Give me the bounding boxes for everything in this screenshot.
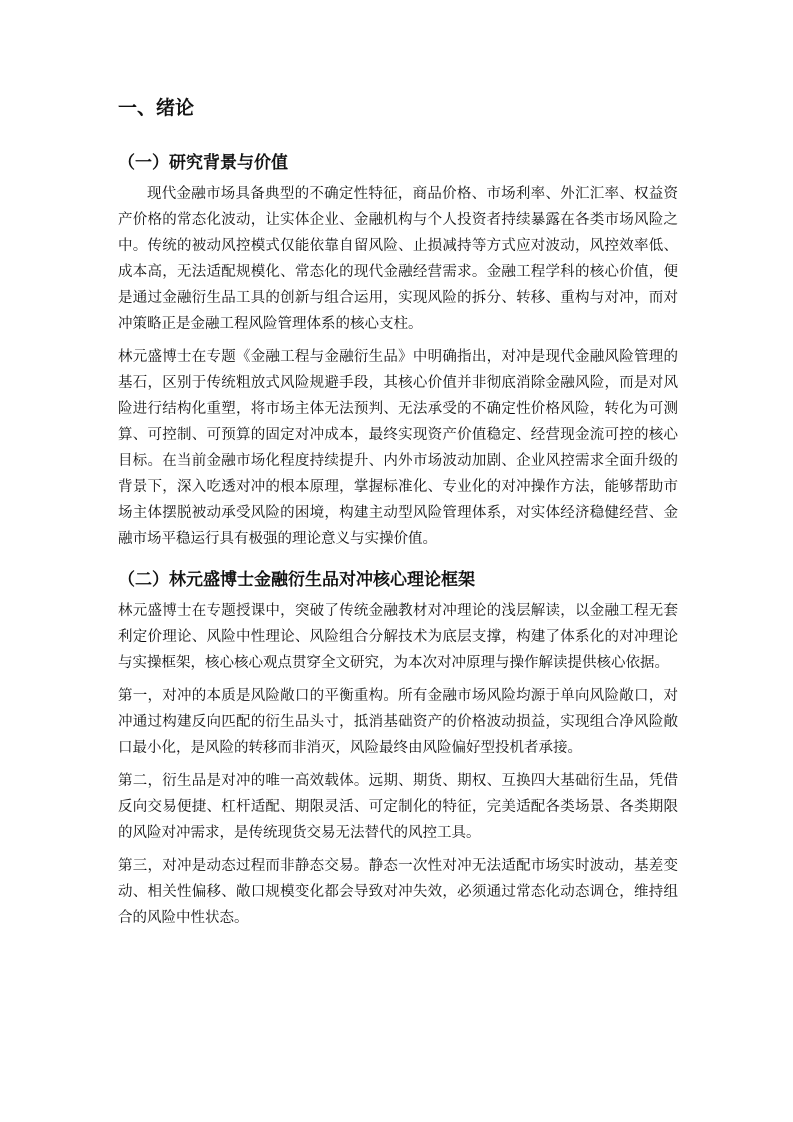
paragraph: 第三，对冲是动态过程而非静态交易。静态一次性对冲无法适配市场实时波动，基差变动、相关性偏移、敞口规模变化都会导致对冲失效，必须通过常态化动态调仓，维持组合的风险中性状态。: [118, 858, 678, 926]
section-title-background: （一）研究背景与价值: [118, 153, 288, 173]
paragraph: 现代金融市场具备典型的不确定性特征，商品价格、市场利率、外汇汇率、权益资产价格的常态化波动，让实体企业、金融机构与个人投资者持续暴露在各类市场风险之中。传统的被动风控模式仅能依靠自留风险、止损减持等方式应对波动，风控效率低、成本高，无法适配规模化、常态化的现代金融经营需求。金融工程学科的核心价值，便是通过金融衍生品工具的创新与组合运用，实现风险的拆分、转移、重构与对冲，而对冲策略正是金融工程风险管理体系的核心支柱。: [118, 186, 678, 332]
paragraph: 第一，对冲的本质是风险敞口的平衡重构。所有金融市场风险均源于单向风险敞口，对冲通过构建反向匹配的衍生品头寸，抵消基础资产的价格波动损益，实现组合净风险敞口最小化，是风险的转移而非消灭，风险最终由风险偏好型投机者承接。: [118, 688, 678, 756]
section-background-value: [118, 149, 678, 552]
paragraph: 林元盛博士在专题授课中，突破了传统金融教材对冲理论的浅层解读，以金融工程无套利定价理论、风险中性理论、风险组合分解技术为底层支撑，构建了体系化的对冲理论与实操框架，核心核心观点贯穿全文研究，为本次对冲原理与操作解读提供核心依据。: [118, 603, 678, 671]
chapter-heading: 一、绪论: [118, 97, 195, 119]
section-theory-framework: [118, 566, 678, 931]
section-title-framework: （二）林元盛博士金融衍生品对冲核心理论框架: [118, 570, 475, 590]
paragraph: 林元盛博士在专题《金融工程与金融衍生品》中明确指出，对冲是现代金融风险管理的基石，区别于传统粗放式风险规避手段，其核心价值并非彻底消除金融风险，而是对风险进行结构化重塑，将市场主体无法预判、无法承受的不确定性价格风险，转化为可测算、可控制、可预算的固定对冲成本，最终实现资产价值稳定、经营现金流可控的核心目标。在当前金融市场化程度持续提升、内外市场波动加剧、企业风控需求全面升级的背景下，深入吃透对冲的根本原理，掌握标准化、专业化的对冲操作方法，能够帮助市场主体摆脱被动承受风险的困境，构建主动型风险管理体系，对实体经济稳健经营、金融市场平稳运行具有极强的理论意义与实操价值。: [118, 349, 678, 547]
paragraph: 第二，衍生品是对冲的唯一高效载体。远期、期货、期权、互换四大基础衍生品，凭借反向交易便捷、杠杆适配、期限灵活、可定制化的特征，完美适配各类场景、各类期限的风险对冲需求，是传统现货交易无法替代的风控工具。: [118, 773, 678, 841]
document-page: [118, 94, 678, 938]
